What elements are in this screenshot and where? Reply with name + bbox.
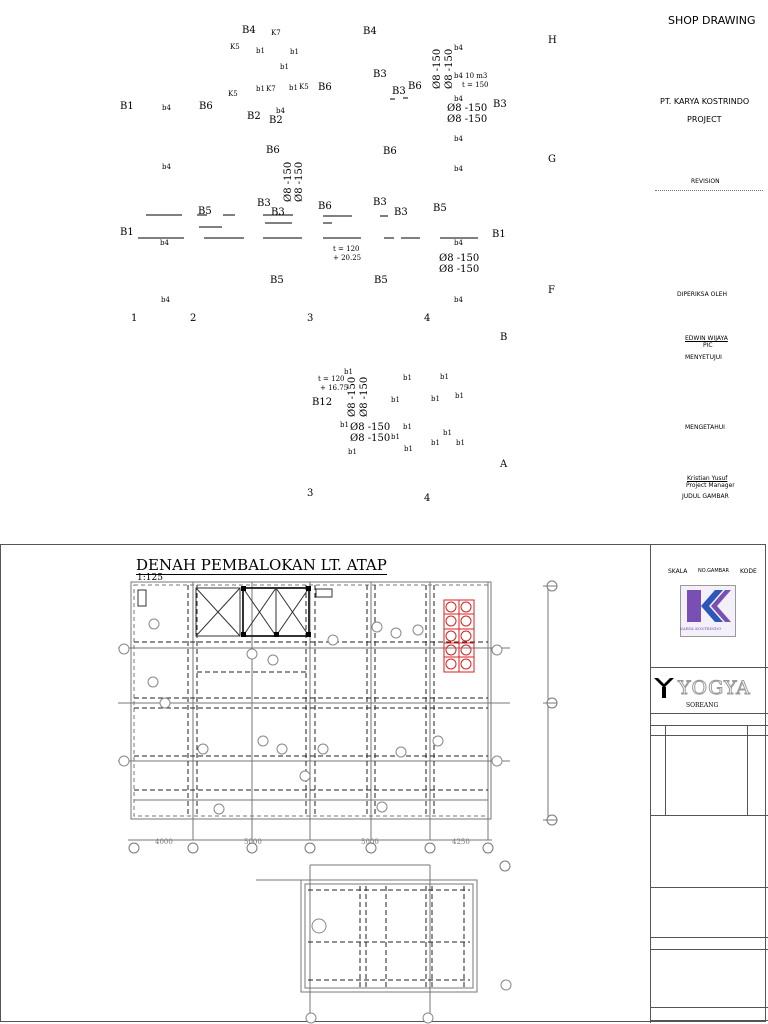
column-label: K5 (228, 90, 238, 98)
beam-label-small: b4 (454, 44, 463, 52)
scale-column-label: SKALA (668, 568, 688, 575)
drawing-title-label: JUDUL GAMBAR (682, 493, 729, 500)
beam-label-small: b4 (454, 135, 463, 143)
code-label: KODE (740, 568, 757, 575)
beam-label: B6 (199, 101, 213, 112)
grid-col-label: 3 (307, 488, 314, 499)
project-label: PROJECT (687, 115, 722, 124)
slab-note: + 20.25 (333, 254, 362, 262)
beam-label: B5 (374, 275, 388, 286)
column-label: K5 (230, 43, 240, 51)
beam-label-small: b1 (280, 63, 289, 71)
beam-label: B12 (312, 397, 333, 408)
slab-note: b4 10 m3 (454, 72, 488, 80)
grid-row-label: A (500, 459, 508, 470)
beam-label-small: b1 (455, 392, 464, 400)
drawing-number-label: NO.GAMBAR (698, 568, 729, 574)
beam-label: B6 (318, 82, 332, 93)
beam-label-small: b1 (403, 423, 412, 431)
grid-row-label: G (548, 154, 556, 165)
beam-label-small: b1 (340, 421, 349, 429)
beam-label-small: b1 (391, 433, 400, 441)
grid-row-label: H (548, 35, 557, 46)
dimension-label: 4250 (452, 838, 470, 846)
beam-label: B4 (242, 25, 256, 36)
beam-label-small: b4 (454, 296, 463, 304)
acknowledge-label: MENGETAHUI (685, 424, 725, 431)
column-label: K7 (271, 29, 281, 37)
rebar-label: Ø8 -150 (447, 103, 488, 114)
beam-label-small: b1 (443, 429, 452, 437)
rebar-label: Ø8 -150 (444, 48, 455, 89)
beam-label: B5 (198, 206, 212, 217)
grid-col-label: 4 (424, 493, 431, 504)
dimension-label: 5000 (361, 838, 379, 846)
grid-col-label: 2 (190, 313, 197, 324)
manager-role: Project Manager (686, 482, 735, 489)
beam-label-small: b4 (454, 239, 463, 247)
brand-name: YOGYA (678, 677, 751, 699)
grid-col-label: 3 (307, 313, 314, 324)
beam-label-small: b1 (431, 395, 440, 403)
beam-label: B2 (247, 111, 261, 122)
beam-label-small: b1 (391, 396, 400, 404)
approve-label: MENYETUJUI (685, 354, 722, 361)
beam-label-small: b4 (162, 163, 171, 171)
beam-label: B6 (408, 81, 422, 92)
beam-label-small: b1 (344, 368, 353, 376)
beam-label: B3 (493, 99, 507, 110)
rebar-label: Ø8 -150 (350, 433, 391, 444)
beam-label-small: b1 (256, 47, 265, 55)
beam-label-small: b1 (440, 373, 449, 381)
beam-label: B3 (373, 197, 387, 208)
beam-label-small: b4 (454, 95, 463, 103)
beam-label-small: b1 (290, 48, 299, 56)
beam-label: B3 (257, 198, 271, 209)
beam-label: B3 (394, 207, 408, 218)
beam-label-small: b4 (276, 107, 285, 115)
slab-note: t = 120 (318, 375, 345, 383)
revision-label: REVISION (691, 178, 720, 185)
beam-label: B2 (269, 115, 283, 126)
column-label: K5 (299, 83, 309, 91)
slab-note: + 16.75 (320, 384, 349, 392)
grid-row-label: B (500, 332, 508, 343)
beam-label-small: b4 (160, 239, 169, 247)
beam-label: B5 (433, 203, 447, 214)
brand-mark-icon (652, 676, 676, 700)
beam-label: B1 (120, 101, 134, 112)
grid-row-label: F (548, 285, 555, 296)
beam-label: B1 (120, 227, 134, 238)
rebar-label: Ø8 -150 (359, 376, 370, 417)
rebar-label: Ø8 -150 (439, 264, 480, 275)
beam-label-small: b1 (431, 439, 440, 447)
sheet-header-title: SHOP DRAWING (668, 14, 756, 27)
rebar-label: Ø8 -150 (439, 253, 480, 264)
beam-label-small: b1 (256, 85, 265, 93)
rebar-label: Ø8 -150 (432, 48, 443, 89)
rebar-label: Ø8 -150 (350, 422, 391, 433)
drawing-scale: 1:125 (137, 573, 163, 583)
beam-label-small: b4 (161, 296, 170, 304)
column-label: K7 (266, 85, 276, 93)
grid-col-label: 1 (131, 313, 138, 324)
location-name: SOREANG (686, 702, 719, 709)
beam-label: B3 (373, 69, 387, 80)
beam-label-small: b1 (403, 374, 412, 382)
beam-label: B3 (392, 86, 406, 97)
beam-label: B3 (271, 207, 285, 218)
beam-label: B1 (492, 229, 506, 240)
manager-name: Kristian Yusuf (687, 475, 728, 482)
checked-by-label: DIPERIKSA OLEH (677, 291, 727, 298)
beam-label: B5 (270, 275, 284, 286)
company-name: PT. KARYA KOSTRINDO (660, 97, 750, 106)
checker-name: EDWIN WIJAYA (685, 335, 728, 342)
logo-caption: KARYA KOSTRINDO (680, 626, 722, 631)
dimension-label: 4000 (155, 838, 173, 846)
beam-label-small: b1 (289, 84, 298, 92)
slab-note: t = 120 (333, 245, 360, 253)
rebar-label: Ø8 -150 (283, 161, 294, 202)
rebar-label: Ø8 -150 (447, 114, 488, 125)
drawing-title: DENAH PEMBALOKAN LT. ATAP (136, 556, 387, 574)
beam-label-small: b4 (162, 104, 171, 112)
slab-note: t = 150 (462, 81, 489, 89)
grid-col-label: 4 (424, 313, 431, 324)
checker-role: PIC (703, 342, 713, 349)
beam-label: B4 (363, 26, 377, 37)
rebar-label: Ø8 -150 (294, 161, 305, 202)
beam-label-small: b1 (348, 448, 357, 456)
beam-label-small: b1 (456, 439, 465, 447)
beam-label-small: b4 (454, 165, 463, 173)
beam-label: B6 (266, 145, 280, 156)
rebar-label: Ø8 -150 (347, 376, 358, 417)
dimension-label: 5000 (244, 838, 262, 846)
beam-label: B6 (383, 146, 397, 157)
beam-label: B6 (318, 201, 332, 212)
beam-label-small: b1 (404, 445, 413, 453)
